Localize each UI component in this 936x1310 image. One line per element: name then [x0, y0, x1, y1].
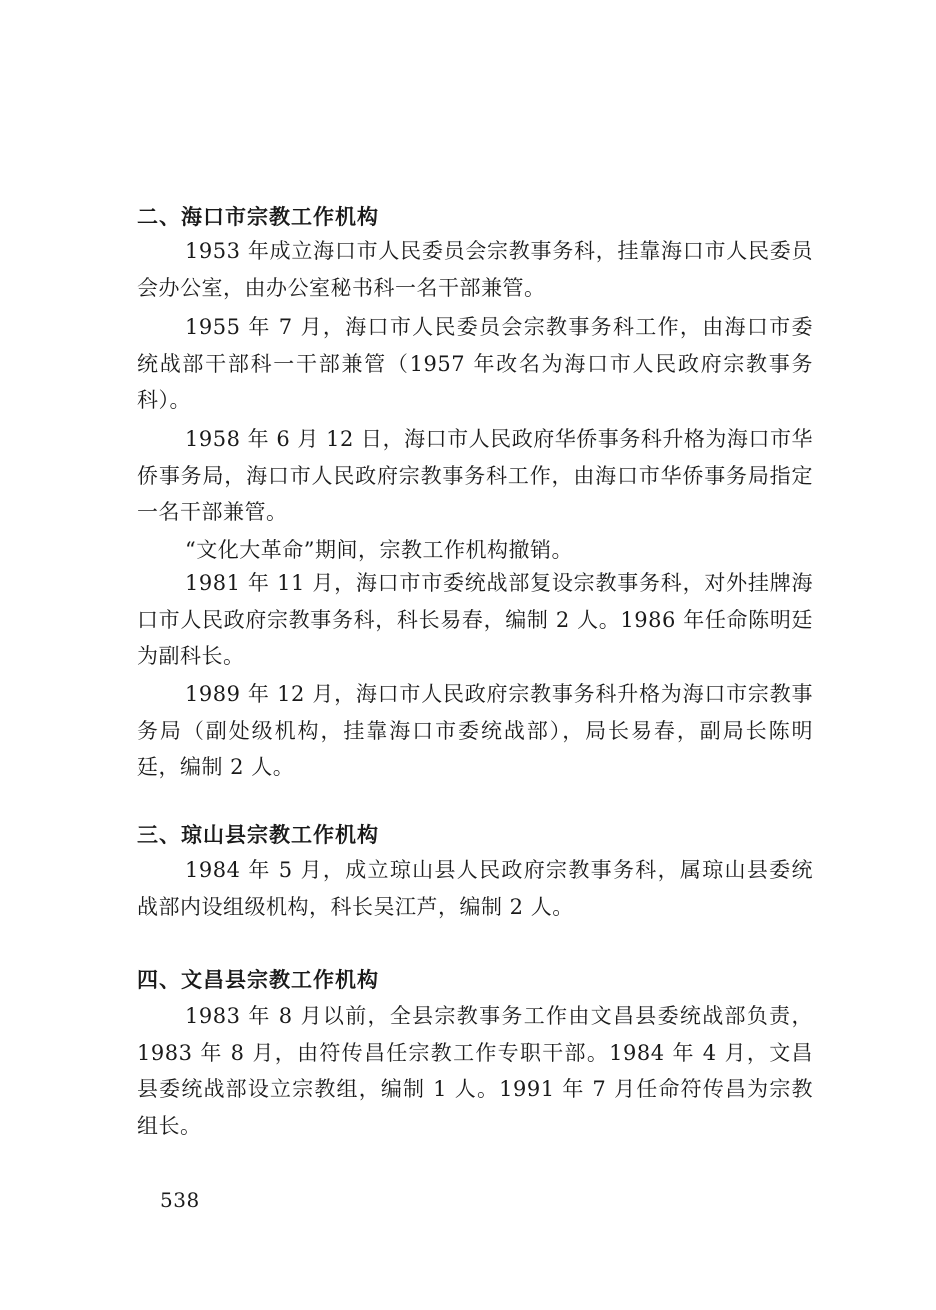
section-heading-wenchang: 四、文昌县宗教工作机构 [137, 968, 379, 992]
paragraph: 1955 年 7 月，海口市人民委员会宗教事务科工作，由海口市委统战部干部科一干部兼管（1957 年改名为海口市人民政府宗教事务科）。 [137, 315, 813, 412]
paragraph: 1958 年 6 月 12 日，海口市人民政府华侨事务科升格为海口市华侨事务局，海口市人民政府宗教事务科工作，由海口市华侨事务局指定一名干部兼管。 [137, 427, 813, 524]
section-heading-qiongshan: 三、琼山县宗教工作机构 [137, 823, 379, 847]
paragraph: 1981 年 11 月，海口市市委统战部复设宗教事务科，对外挂牌海口市人民政府宗教事务科，科长易春，编制 2 人。1986 年任命陈明廷为副科长。 [137, 571, 813, 668]
paragraph: 1989 年 12 月，海口市人民政府宗教事务科升格为海口市宗教事务局（副处级机构，挂靠海口市委统战部），局长易春，副局长陈明廷，编制 2 人。 [137, 682, 813, 779]
paragraph: 1984 年 5 月，成立琼山县人民政府宗教事务科，属琼山县委统战部内设组级机构，科长吴江芦，编制 2 人。 [137, 858, 813, 919]
section-heading-haikou: 二、海口市宗教工作机构 [137, 205, 379, 229]
paragraph: 1953 年成立海口市人民委员会宗教事务科，挂靠海口市人民委员会办公室，由办公室秘书科一名干部兼管。 [137, 239, 813, 300]
page-number: 538 [160, 1188, 200, 1212]
paragraph: “文化大革命”期间，宗教工作机构撤销。 [185, 538, 573, 562]
paragraph: 1983 年 8 月以前，全县宗教事务工作由文昌县委统战部负责，1983 年 8 月，由符传昌任宗教工作专职干部。1984 年 4 月，文昌县委统战部设立宗教组，编制 1 人。1991 年 7 月任命符传昌为宗教组长。 [137, 1004, 813, 1138]
